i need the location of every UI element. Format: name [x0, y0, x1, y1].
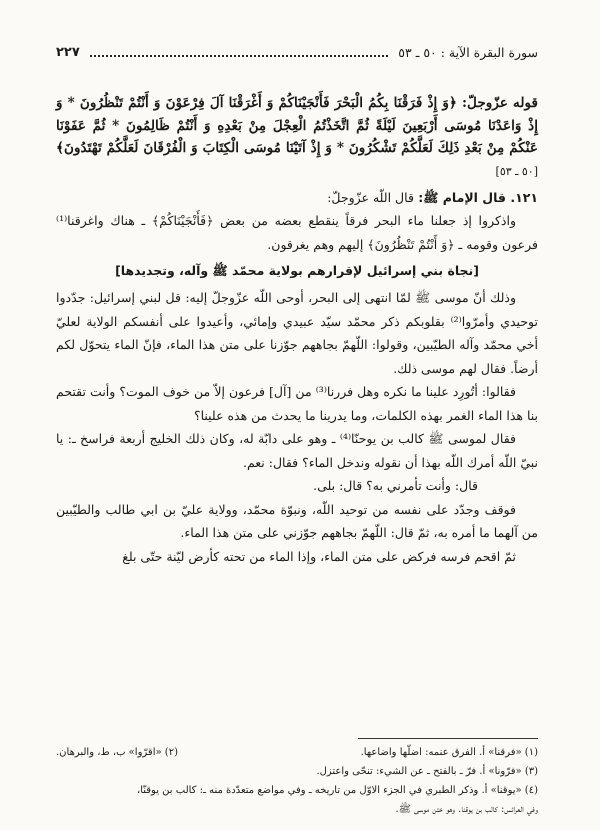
verse-reference: [٥٠ ـ ٥٣] [495, 164, 538, 178]
sub-heading: [نجاة بني إسرائيل لإقرارهم بولاية محمّد ﷺ وآله، وتجديدها] [115, 263, 479, 278]
paragraph-2: وذلك أنّ موسى ﷺ لمّا انتهى إلى البحر، أوحى اللّه عزّوجلّ إليه: قل لبني إسرائيل: جدّدوا توحيدي وأمرّوا⁽²⁾ بقلوبكم ذكر محمّد سيّد عبيدي وإمائي، وأعيدوا على أنفسكم الولاية لعليّ أخي محمّد وآله الطيّبين، وقولوا: اللّهمّ بجاههم جوّزنا على متن هذا الماء، فإنّ الماء يتحوّل لكم أرضاً. فقال لهم موسى ذلك. [56, 290, 538, 376]
section-heading-label: ١٢١. قال الإمام ﷺ: [418, 190, 538, 205]
paragraph-4: فقال لموسى ﷺ كالب بن يوحنّا⁽⁴⁾ ـ وهو على دابّة له، وكان ذلك الخليج أربعة فراسخ ـ: يا نبيّ اللّه أمرك اللّه بهذا أن نقوله وندخل الماء؟ فقال: نعم. [56, 431, 538, 470]
page-number: ٢٢٧ [56, 44, 80, 60]
quran-verse-block [56, 92, 538, 183]
running-header [56, 40, 538, 64]
section-heading-rest: قال اللّه عزّوجلّ: [327, 190, 414, 205]
running-title: سورة البقرة الآية : ٥٠ ـ ٥٣ [398, 44, 538, 60]
paragraph-5: قال: وأنت تأمرني به؟ قال: بلى. [313, 478, 478, 493]
paragraph-3: فقالوا: أتُورِد علينا ما نكره وهل فررنا⁽³⁾ من [آل] فرعون إلاّ من خوف الموت؟ وأنت تقتحم بنا هذا الماء الغمر بهذه الكلمات، وما يدرينا ما يحدث من هذه علينا؟ [56, 384, 538, 423]
footnote-1: (١) «فرقنا» أ. الفرق عنمه: اضلّها واضاعها. [360, 747, 538, 758]
verse-text: قوله عزّوجلّ: ﴿وَ إِذْ فَرَقْنَا بِكُمُ الْبَحْرَ فَأَنْجَيْنَاكُمْ وَ أَغْرَقْنَا آلَ فِرْعَوْنَ وَ أَنْتُمْ تَنْظُرُونَ * وَ إِذْ وَاعَدْنَا مُوسَى أَرْبَعِينَ لَيْلَةً ثُمَّ اتَّخَذْتُمُ الْعِجْلَ مِنْ بَعْدِهِ وَ أَنْتُمْ ظَالِمُونَ * ثُمَّ عَفَوْنَا عَنْكُمْ مِنْ بَعْدِ ذَلِكَ لَعَلَّكُمْ تَشْكُرُونَ * وَ إِذْ آتَيْنَا مُوسَى الْكِتَابَ وَ الْفُرْقَانَ لَعَلَّكُمْ تَهْتَدُونَ﴾ [56, 95, 538, 156]
paragraph-7: ثمّ اقحم فرسه فركض على متن الماء، وإذا الماء من تحته كأرض ليّنة حتّى بلغ [122, 548, 516, 564]
main-content [56, 92, 538, 568]
footnote-rule [358, 738, 538, 739]
header-dotted-rule [90, 47, 388, 57]
footnote-3: (٣) «فرّونا» أ. فرّ ـ بالفتح ـ عن الشيء: تنحّى واعتزل. [316, 766, 538, 777]
footnote-4-continued: وفي العرائس: كالب بن يوقنا. وهو ختن موسى ﷺ. [395, 804, 538, 815]
section-heading [56, 187, 538, 209]
footnote-2: (٢) «اقرّوا» ب، ط، والبرهان. [56, 747, 178, 758]
footnote-4: (٤) «يوقنا» أ. وذكر الطبري في الجزء الاوّل من تاريخه ـ وفي مواضع متعدّدة منه ـ: كالب بن يوقنّا، [136, 785, 538, 796]
paragraph-1: واذكروا إذ جعلنا ماء البحر فرقاً ينقطع بعضه من بعض ﴿فَأَنْجَيْنَاكُمْ﴾ ـ هناك واغرقنا⁽¹⁾ فرعون وقومه ـ ﴿وَ أَنْتُمْ تَنْظُرُونَ﴾ إليهم وهم يغرقون. [56, 213, 538, 252]
footnote-row-1 [56, 743, 538, 762]
paragraph-6: فوقف وجدّد على نفسه من توحيد اللّه، ونبوّة محمّد، وولاية عليّ بن ابي طالب والطيّبين من آلهما ما أمره به، ثمّ قال: اللّهمّ بجاههم جوّزني على متن هذا الماء. [56, 501, 538, 540]
footnotes [56, 738, 538, 819]
